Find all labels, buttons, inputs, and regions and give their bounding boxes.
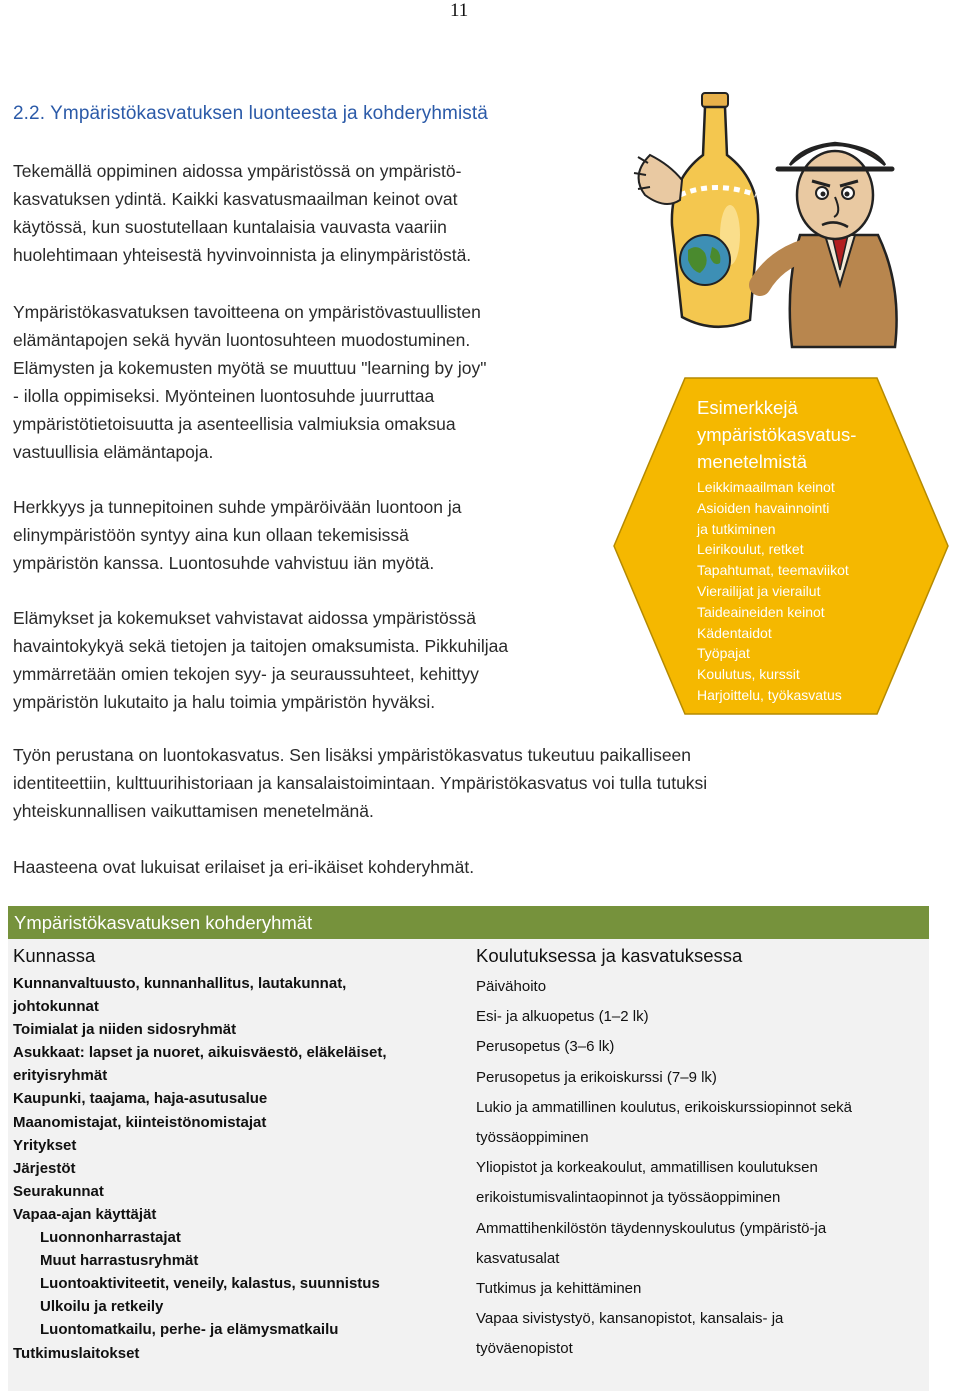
globe-icon — [680, 235, 730, 285]
methods-title-line: menetelmistä — [697, 451, 808, 472]
methods-item: ja tutkiminen — [697, 520, 776, 537]
text-line: Herkkyys ja tunnepitoinen suhde ympäröivään luontoon ja — [13, 497, 462, 517]
list-item: Muut harrastusryhmät — [40, 1252, 199, 1270]
text-line: kasvatuksen ydintä. Kaikki kasvatusmaailman keinot ovat — [13, 189, 458, 209]
list-item: Lukio ja ammatillinen koulutus, erikoiskurssiopinnot sekä — [476, 1098, 853, 1116]
methods-title-line: Esimerkkejä — [697, 397, 798, 418]
list-item: Luontoaktiviteetit, veneily, kalastus, suunnistus — [40, 1275, 380, 1293]
text-line: vastuullisia elämäntapoja. — [13, 442, 214, 462]
list-item: Tutkimus ja kehittäminen — [476, 1280, 642, 1298]
cartoon-illustration — [610, 85, 930, 350]
list-item: Päivähoito — [476, 978, 547, 995]
list-item: Seurakunnat — [13, 1182, 104, 1200]
text-line: käytössä, kun suostutellaan kuntalaisia vauvasta vaariin — [13, 217, 447, 237]
text-line: Haasteena ovat lukuisat erilaiset ja eri-ikäiset kohderyhmät. — [13, 857, 475, 877]
list-item: Vapaa-ajan käyttäjät — [13, 1205, 157, 1223]
page-number: 11 — [450, 0, 469, 21]
text-line: ympäristön kanssa. Luontosuhde vahvistuu iän myötä. — [13, 553, 435, 573]
methods-item: Leirikoulut, retket — [697, 541, 804, 558]
paragraph-sensitivity — [13, 493, 461, 577]
text-line: ympäristötietoisuutta ja asenteellisia valmiuksia omaksua — [13, 414, 456, 434]
text-line: elinympäristöön syntyy aina kun ollaan tekemisissä — [13, 525, 409, 545]
list-item: Luonnonharrastajat — [40, 1229, 181, 1247]
list-item: Tutkimuslaitokset — [13, 1344, 140, 1362]
methods-box — [697, 394, 927, 706]
methods-item: Harjoittelu, työkasvatus — [697, 686, 842, 703]
list-item: kasvatusalat — [476, 1249, 560, 1267]
paragraph-goals — [13, 298, 486, 466]
text-line: yhteiskunnallisen vaikuttamisen menetelmänä. — [13, 801, 374, 821]
list-item: Kunnanvaltuusto, kunnanhallitus, lautakunnat, — [13, 975, 347, 992]
methods-item: Työpajat — [697, 645, 750, 662]
methods-title — [697, 394, 927, 475]
paragraph-experiences — [13, 604, 508, 716]
hand-icon — [634, 155, 682, 204]
list-item: johtokunnat — [13, 998, 99, 1016]
list-item: Maanomistajat, kiinteistönomistajat — [13, 1113, 267, 1131]
list-item: Ammattihenkilöstön täydennyskoulutus (ympäristö-ja — [476, 1219, 827, 1237]
education-list — [476, 972, 926, 1365]
text-line: Työn perustana on luontokasvatus. Sen lisäksi ympäristökasvatus tukeutuu paikalliseen — [13, 745, 692, 765]
methods-item: Taideaineiden keinot — [697, 603, 825, 620]
list-item: Asukkaat: lapset ja nuoret, aikuisväestö, eläkeläiset, — [13, 1044, 387, 1062]
text-line: Ympäristökasvatuksen tavoitteena on ympäristövastuullisten — [13, 302, 481, 322]
text-line: elämäntapojen sekä hyvän luontosuhteen muodostuminen. — [13, 330, 471, 350]
list-item: työväenopistot — [476, 1340, 573, 1358]
list-item: Perusopetus ja erikoiskurssi (7–9 lk) — [476, 1068, 717, 1086]
list-item: Luontomatkailu, perhe- ja elämysmatkailu — [40, 1321, 339, 1339]
bottle-icon — [672, 93, 758, 327]
methods-item: Koulutus, kurssit — [697, 666, 800, 683]
list-item: Vapaa sivistystyö, kansanopistot, kansalais- ja — [476, 1310, 784, 1328]
list-item: erityisryhmät — [13, 1067, 108, 1085]
paragraph-challenge — [13, 853, 474, 881]
text-line: havaintokykyä sekä tietojen ja taitojen omaksumista. Pikkuhiljaa — [13, 636, 509, 656]
text-line: huolehtimaan yhteisestä hyvinvoinnista ja elinympäristöstä. — [13, 245, 472, 265]
methods-item: Leikkimaailman keinot — [697, 479, 835, 495]
column-title: Kunnassa — [13, 945, 96, 966]
text-line: Tekemällä oppiminen aidossa ympäristössä on ympäristö- — [13, 161, 462, 181]
methods-list — [697, 477, 927, 706]
list-item: Kaupunki, taajama, haja-asutusalue — [13, 1090, 268, 1108]
methods-title-line: ympäristökasvatus- — [697, 424, 857, 445]
section-heading: 2.2. Ympäristökasvatuksen luonteesta ja kohderyhmistä — [13, 103, 488, 124]
list-item: Toimialat ja niiden sidosryhmät — [13, 1021, 237, 1039]
municipality-list — [13, 972, 463, 1365]
table-header: Ympäristökasvatuksen kohderyhmät — [8, 906, 929, 939]
list-item: Esi- ja alkuopetus (1–2 lk) — [476, 1008, 649, 1026]
text-line: Elämykset ja kokemukset vahvistavat aidossa ympäristössä — [13, 608, 476, 628]
person-icon — [760, 143, 897, 347]
methods-item: Tapahtumat, teemaviikot — [697, 562, 849, 579]
list-item: Järjestöt — [13, 1159, 76, 1177]
municipality-column — [13, 942, 463, 1365]
column-title: Koulutuksessa ja kasvatuksessa — [476, 945, 743, 966]
text-line: identiteettiin, kulttuurihistoriaan ja kansalaistoimintaan. Ympäristökasvatus voi tulla tutuksi — [13, 773, 708, 793]
list-item: erikoistumisvalintaopinnot ja työssäoppiminen — [476, 1189, 781, 1207]
text-line: ympäristön lukutaito ja halu toimia ympäristön hyväksi. — [13, 692, 436, 712]
list-item: Perusopetus (3–6 lk) — [476, 1038, 615, 1056]
text-line: ymmärretään omien tekojen syy- ja seuraussuhteet, kehittyy — [13, 664, 479, 684]
list-item: työssäoppiminen — [476, 1129, 589, 1147]
methods-item: Vierailijat ja vierailut — [697, 582, 821, 599]
list-item: Yliopistot ja korkeakoulut, ammatillisen koulutuksen — [476, 1159, 818, 1177]
list-item: Yritykset — [13, 1136, 77, 1154]
text-line: Elämysten ja kokemusten myötä se muuttuu "learning by joy" — [13, 358, 487, 378]
methods-item: Kädentaidot — [697, 624, 772, 641]
target-groups-table — [8, 906, 929, 1391]
paragraph-intro — [13, 157, 471, 269]
list-item: Ulkoilu ja retkeily — [40, 1298, 164, 1316]
methods-item: Asioiden havainnointi — [697, 499, 830, 516]
text-line: - ilolla oppimiseksi. Myönteinen luontosuhde juurruttaa — [13, 386, 435, 406]
education-column — [476, 942, 926, 1365]
paragraph-foundation — [13, 741, 707, 825]
